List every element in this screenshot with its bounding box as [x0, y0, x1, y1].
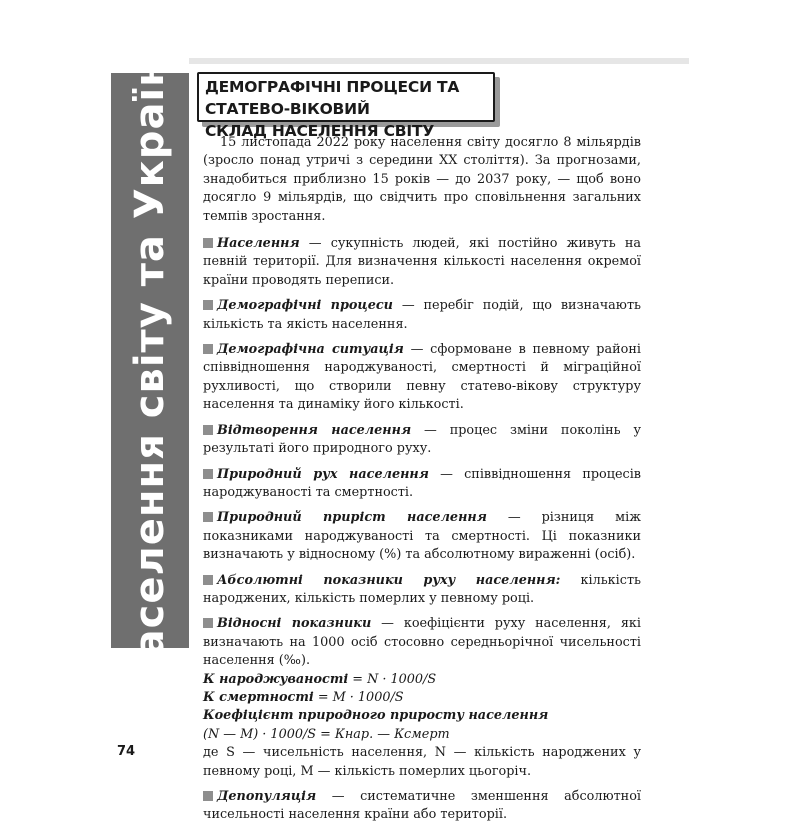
term-item — [203, 466, 641, 503]
formula-natural-growth-expression: (N — M) · 1000/S = Кнар. — Ксмерт — [203, 726, 450, 742]
term-definition: процес зміни поколінь у результаті його природного руху. — [203, 422, 641, 457]
formula-note: де S — чисельність населення, N — кількість народжених у певному році, M — кількість померлих цьогоріч. — [203, 745, 641, 779]
term-sep: — — [428, 466, 465, 482]
term-definition: різниця між показниками народжуваності та смертності. Ці показники визначають у відносному (%) та абсолютному вираженні (осіб). — [203, 510, 641, 563]
term-name: Депопуляція — [217, 789, 317, 804]
term-name: Природний приріст населення — [217, 510, 487, 526]
content-body — [203, 134, 641, 832]
term-definition: коефіцієнти руху населення, які визначають на 1000 осіб стосовно середньорічної чисельності населення (‰). — [203, 616, 641, 669]
section-heading-line2: СКЛАД НАСЕЛЕННЯ СВІТУ — [205, 122, 435, 140]
square-bullet-icon — [203, 300, 213, 310]
term-sep: — — [371, 616, 404, 632]
square-bullet-icon — [203, 512, 213, 522]
term-sep — [560, 573, 580, 588]
term-item — [203, 788, 641, 825]
square-bullet-icon — [203, 344, 213, 354]
term-sep: — — [411, 422, 450, 438]
term-definition: перебіг подій, що визначають кількість та якість населення. — [203, 298, 641, 332]
intro-paragraph: 15 листопада 2022 року населення світу досягло 8 мільярдів (зросло понад утричі з середини XX століття). За прогнозами, знадобиться приблизно 15 років — до 2037 року, — щоб воно досягло 9 мільярдів, що свідчить про сповільнення загальних темпів зростання. — [203, 135, 641, 224]
page-number: 74 — [117, 744, 136, 759]
term-name: Відтворення населення — [217, 422, 412, 438]
section-heading-line1: ДЕМОГРАФІЧНІ ПРОЦЕСИ ТА СТАТЕВО-ВІКОВИЙ — [205, 78, 460, 118]
term-sep: — — [486, 510, 542, 526]
term-name: Абсолютні показники руху населення: — [217, 572, 561, 588]
formula-birth-rate — [203, 671, 641, 689]
term-sep: — — [403, 342, 431, 358]
term-definition: кількість народжених, кількість померлих у певному році. — [203, 572, 641, 606]
square-bullet-icon — [203, 238, 213, 248]
term-sep: — — [392, 298, 424, 314]
term-definition: сукупність людей, які постійно живуть на певній території. Для визначення кількості населення окремої країни проводять переписи. — [203, 236, 641, 288]
formula-label: К смертності — [203, 689, 314, 705]
term-name: Демографічна ситуація — [217, 342, 404, 358]
term-name: Відносні показники — [217, 616, 372, 632]
term-item — [203, 509, 641, 564]
section-heading-box — [197, 72, 495, 140]
formula-label: К народжуваності — [203, 671, 349, 687]
term-item — [203, 341, 641, 415]
formula-natural-growth-label: Коефіцієнт природного приросту населення — [203, 708, 549, 724]
term-item — [203, 235, 641, 290]
term-name: Населення — [217, 236, 300, 252]
term-definition: систематичне зменшення абсолютної чисельності населення країни або території. — [203, 789, 641, 823]
term-definition: сформоване в певному районі співвідношення народжуваності, смертності й міграційної рухливості, що створили певну статево-вікову структуру населення та динаміку його кількості. — [203, 342, 641, 413]
square-bullet-icon — [203, 469, 213, 479]
term-name: Природний рух населення — [217, 466, 429, 482]
term-sep: — — [316, 789, 361, 804]
term-item — [203, 615, 641, 670]
term-name: Демографічні процеси — [217, 298, 393, 314]
relative-indicators-block — [203, 615, 641, 781]
term-item — [203, 297, 641, 334]
term-definition: співвідношення процесів народжуваності та смертності. — [203, 466, 642, 500]
term-sep: — — [299, 236, 331, 252]
formula-death-rate — [203, 689, 641, 707]
formula-expression: = N · 1000/S — [348, 671, 437, 687]
square-bullet-icon — [203, 575, 213, 585]
header-rule — [189, 58, 689, 64]
square-bullet-icon — [203, 618, 213, 628]
term-item — [203, 422, 641, 459]
chapter-title: Населення світу та України — [127, 29, 173, 691]
term-item — [203, 572, 641, 609]
square-bullet-icon — [203, 425, 213, 435]
formula-expression: = M · 1000/S — [313, 689, 404, 705]
